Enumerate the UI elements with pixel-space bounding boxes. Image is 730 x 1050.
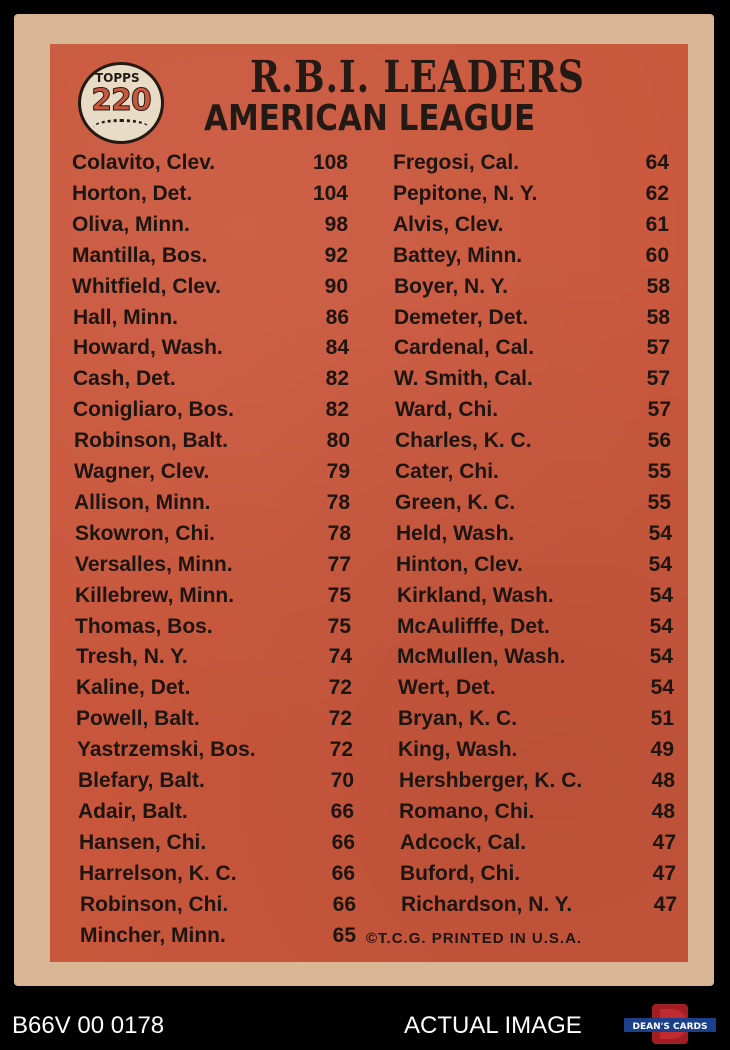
player-name: W. Smith, Cal. (394, 367, 533, 391)
player-name: Adair, Balt. (78, 799, 188, 823)
rbi-value: 74 (328, 645, 352, 669)
player-name: Richardson, N. Y. (401, 892, 573, 916)
rbi-value: 78 (327, 521, 351, 545)
actual-image-label: ACTUAL IMAGE (404, 1012, 582, 1039)
rbi-value: 82 (325, 398, 349, 422)
player-name: Charles, K. C. (395, 429, 532, 453)
rbi-value: 51 (650, 707, 674, 731)
player-name: Whitfield, Clev. (72, 274, 221, 298)
player-name: Versalles, Minn. (75, 552, 233, 576)
rbi-value: 55 (647, 490, 671, 514)
player-name: Hershberger, K. C. (399, 769, 583, 792)
rbi-value: 78 (326, 490, 350, 514)
player-name: McAulifffe, Det. (397, 614, 550, 638)
player-name: Colavito, Clev. (72, 151, 216, 174)
player-name: Howard, Wash. (73, 336, 223, 360)
player-name: Hinton, Clev. (396, 552, 523, 576)
topps-logo (78, 62, 164, 144)
player-name: Robinson, Balt. (74, 429, 228, 453)
rbi-value: 54 (649, 645, 673, 669)
player-name: Adcock, Cal. (400, 830, 527, 854)
rbi-value: 72 (328, 676, 352, 700)
player-name: Battey, Minn. (393, 243, 523, 267)
player-name: Romano, Chi. (399, 799, 535, 823)
player-name: Allison, Minn. (74, 490, 211, 514)
rbi-value: 77 (327, 552, 351, 576)
player-name: Oliva, Minn. (72, 212, 190, 236)
rbi-value: 72 (328, 707, 352, 731)
player-name: Kirkland, Wash. (397, 583, 554, 607)
player-name: Horton, Det. (72, 181, 193, 205)
player-name: Pepitone, N. Y. (393, 181, 538, 205)
card-subtitle: AMERICAN LEAGUE (204, 98, 536, 139)
player-name: Cash, Det. (73, 367, 176, 391)
rbi-value: 54 (649, 583, 673, 607)
deans-cards-text: DEAN'S CARDS (632, 1022, 708, 1032)
player-name: Wagner, Clev. (74, 460, 210, 483)
rbi-value: 48 (651, 769, 675, 792)
rbi-value: 90 (324, 274, 348, 298)
player-name: Skowron, Chi. (75, 521, 216, 545)
rbi-value: 66 (332, 892, 356, 916)
deans-cards-logo (624, 1004, 716, 1044)
player-name: Harrelson, K. C. (79, 861, 237, 885)
card-title: R.B.I. LEADERS (250, 52, 585, 103)
rbi-value: 57 (646, 367, 670, 391)
rbi-value: 79 (326, 460, 350, 483)
rbi-value: 54 (649, 614, 673, 638)
rbi-value: 58 (646, 305, 670, 329)
player-name: Alvis, Clev. (393, 212, 504, 236)
player-name: Buford, Chi. (400, 861, 521, 885)
rbi-value: 49 (650, 738, 674, 762)
rbi-value: 47 (652, 830, 676, 854)
player-name: Robinson, Chi. (80, 892, 229, 916)
rbi-value: 65 (332, 923, 356, 947)
player-name: Kaline, Det. (76, 676, 191, 700)
rbi-value: 62 (645, 181, 669, 205)
player-name: Demeter, Det. (394, 305, 529, 329)
player-name: Mantilla, Bos. (72, 243, 208, 267)
rbi-value: 92 (324, 243, 348, 267)
rbi-value: 56 (647, 429, 671, 453)
player-name: Tresh, N. Y. (76, 645, 188, 669)
player-name: Held, Wash. (396, 521, 515, 545)
logo-brand: TOPPS (95, 71, 140, 85)
rbi-value: 58 (646, 274, 670, 298)
rbi-value: 84 (325, 336, 349, 360)
rbi-value: 48 (651, 799, 675, 823)
rbi-value: 66 (331, 861, 355, 885)
rbi-value: 66 (330, 799, 354, 823)
rbi-value: 64 (645, 151, 669, 174)
player-name: Powell, Balt. (76, 707, 200, 731)
player-name: Cardenal, Cal. (394, 336, 535, 360)
rbi-value: 72 (329, 738, 353, 762)
rbi-value: 54 (648, 552, 672, 576)
player-name: Killebrew, Minn. (75, 583, 235, 607)
rbi-value: 55 (647, 460, 671, 483)
rbi-value: 57 (647, 398, 671, 422)
player-name: Yastrzemski, Bos. (77, 738, 256, 762)
copyright-text: ©T.C.G. PRINTED IN U.S.A. (366, 930, 583, 947)
player-name: McMullen, Wash. (397, 645, 566, 669)
rbi-value: 82 (325, 367, 349, 391)
player-name: Hansen, Chi. (79, 830, 207, 854)
player-name: Conigliaro, Bos. (73, 398, 235, 422)
rbi-value: 60 (645, 243, 669, 267)
player-name: King, Wash. (398, 738, 518, 762)
player-name: Hall, Minn. (73, 305, 178, 329)
player-name: Fregosi, Cal. (393, 151, 520, 174)
player-name: Mincher, Minn. (80, 923, 226, 947)
rbi-value: 75 (327, 614, 351, 638)
player-name: Green, K. C. (395, 490, 516, 514)
rbi-value: 86 (325, 305, 349, 329)
rbi-value: 108 (312, 151, 348, 174)
rbi-value: 104 (312, 181, 348, 205)
player-name: Wert, Det. (398, 676, 496, 700)
rbi-value: 61 (645, 212, 669, 236)
rbi-value: 54 (650, 676, 674, 700)
rbi-value: 54 (648, 521, 672, 545)
rbi-value: 66 (331, 830, 355, 854)
baseball-stitch-icon (93, 119, 149, 136)
player-name: Boyer, N. Y. (394, 274, 509, 298)
rbi-value: 47 (652, 861, 676, 885)
rbi-value: 80 (326, 429, 350, 453)
card-number: 220 (91, 83, 151, 118)
rbi-value: 57 (646, 336, 670, 360)
player-name: Ward, Chi. (395, 398, 499, 422)
player-name: Blefary, Balt. (78, 769, 205, 792)
player-name: Thomas, Bos. (75, 614, 213, 638)
player-name: Cater, Chi. (395, 460, 499, 483)
rbi-value: 75 (327, 583, 351, 607)
rbi-value: 70 (330, 769, 354, 792)
player-name: Bryan, K. C. (398, 707, 518, 731)
card-id: B66V 00 0178 (12, 1012, 165, 1039)
rbi-value: 98 (324, 212, 348, 236)
rbi-value: 47 (653, 892, 677, 916)
